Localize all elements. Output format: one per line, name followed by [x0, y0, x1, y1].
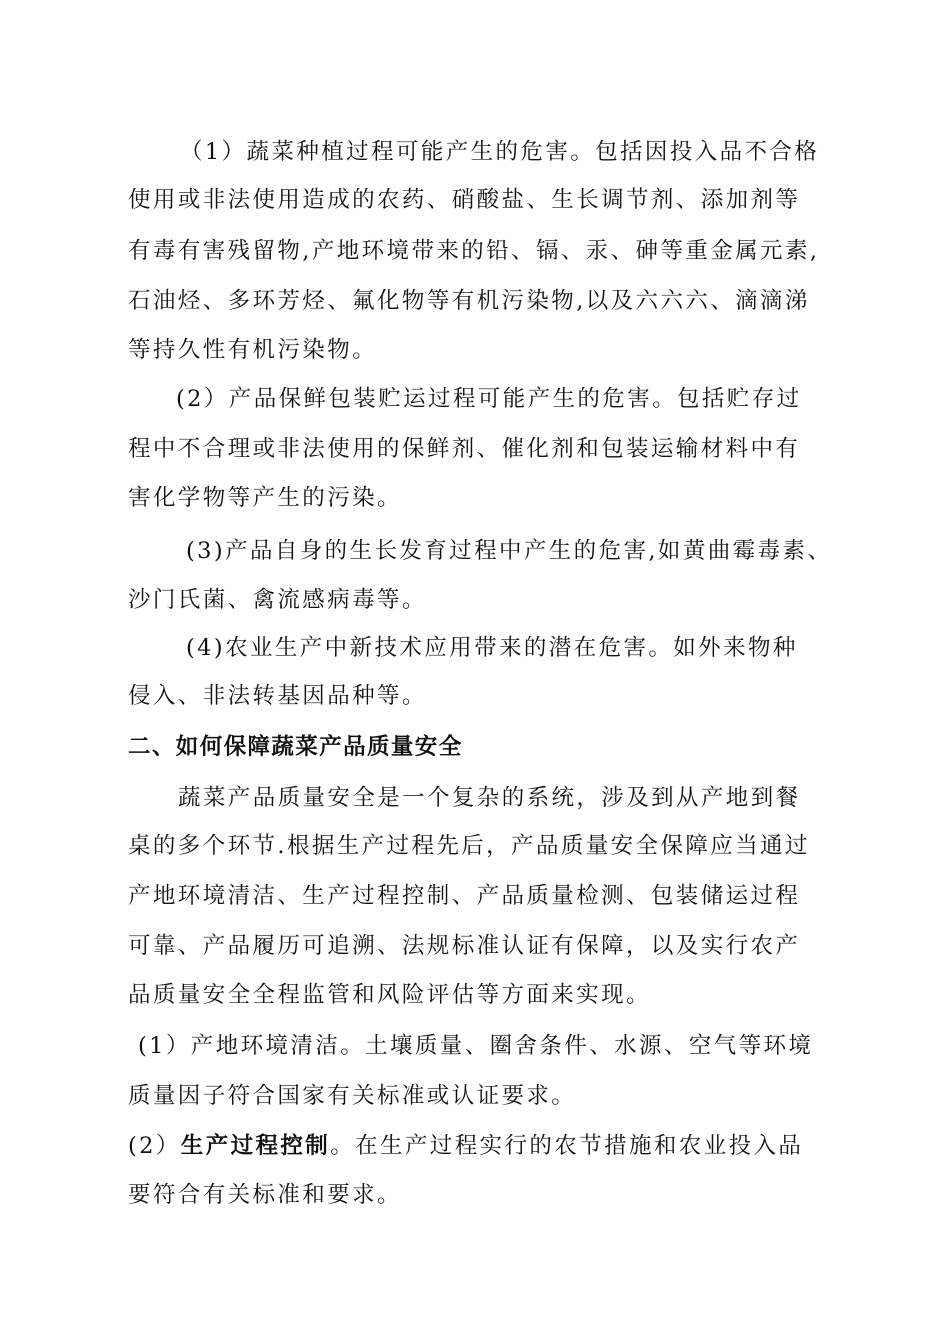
text-line: 品质量安全全程监管和风险评估等方面来实现。	[128, 982, 651, 1008]
item-number: (2）	[128, 1133, 181, 1159]
text-line: （1）蔬菜种植过程可能产生的危害。包括因投入品不合格	[180, 139, 820, 165]
text-line: 可靠、产品履历可追溯、法规标准认证有保障，以及实行农产	[128, 933, 801, 959]
text-line: 沙门氏菌、禽流感病毒等。	[128, 587, 427, 613]
text-line: 产地环境清洁、生产过程控制、产品质量检测、包装储运过程	[128, 883, 801, 909]
text-line-with-bold	[128, 1131, 848, 1161]
text-line: 石油烃、多环芳烃、氟化物等有机污染物,以及六六六、滴滴涕	[128, 288, 810, 314]
text-line: 害化学物等产生的污染。	[128, 485, 402, 511]
text-line: (2）产品保鲜包装贮运过程可能产生的危害。包括贮存过	[176, 386, 802, 412]
text-line: (4)农业生产中新技术应用带来的潜在危害。如外来物种	[186, 635, 798, 661]
text-line: 要符合有关标准和要求。	[128, 1182, 402, 1208]
text-line: (1）产地环境清洁。土壤质量、圈舍条件、水源、空气等环境	[138, 1033, 814, 1059]
text-line: 侵入、非法转基因品种等。	[128, 683, 427, 709]
text-line: 使用或非法使用造成的农药、硝酸盐、生长调节剂、添加剂等	[128, 187, 801, 213]
text-line: 程中不合理或非法使用的保鲜剂、催化剂和包装运输材料中有	[128, 436, 801, 462]
text-line: 等持久性有机污染物。	[128, 337, 378, 363]
text-line: (3)产品自身的生长发育过程中产生的危害,如黄曲霉毒素、	[186, 538, 833, 564]
text-line: 有毒有害残留物,产地环境带来的铅、镉、汞、砷等重金属元素,	[128, 238, 820, 264]
text-line: 蔬菜产品质量安全是一个复杂的系统，涉及到从产地到餐	[178, 785, 801, 811]
text-line: 桌的多个环节.根据生产过程先后，产品质量安全保障应当通过	[128, 833, 810, 859]
text-line: 质量因子符合国家有关标准或认证要求。	[128, 1083, 577, 1109]
bold-term: 生产过程控制	[180, 1133, 331, 1159]
section-heading: 二、如何保障蔬菜产品质量安全	[128, 734, 463, 760]
text-span: 。在生产过程实行的农节措施和农业投入品	[330, 1133, 804, 1159]
